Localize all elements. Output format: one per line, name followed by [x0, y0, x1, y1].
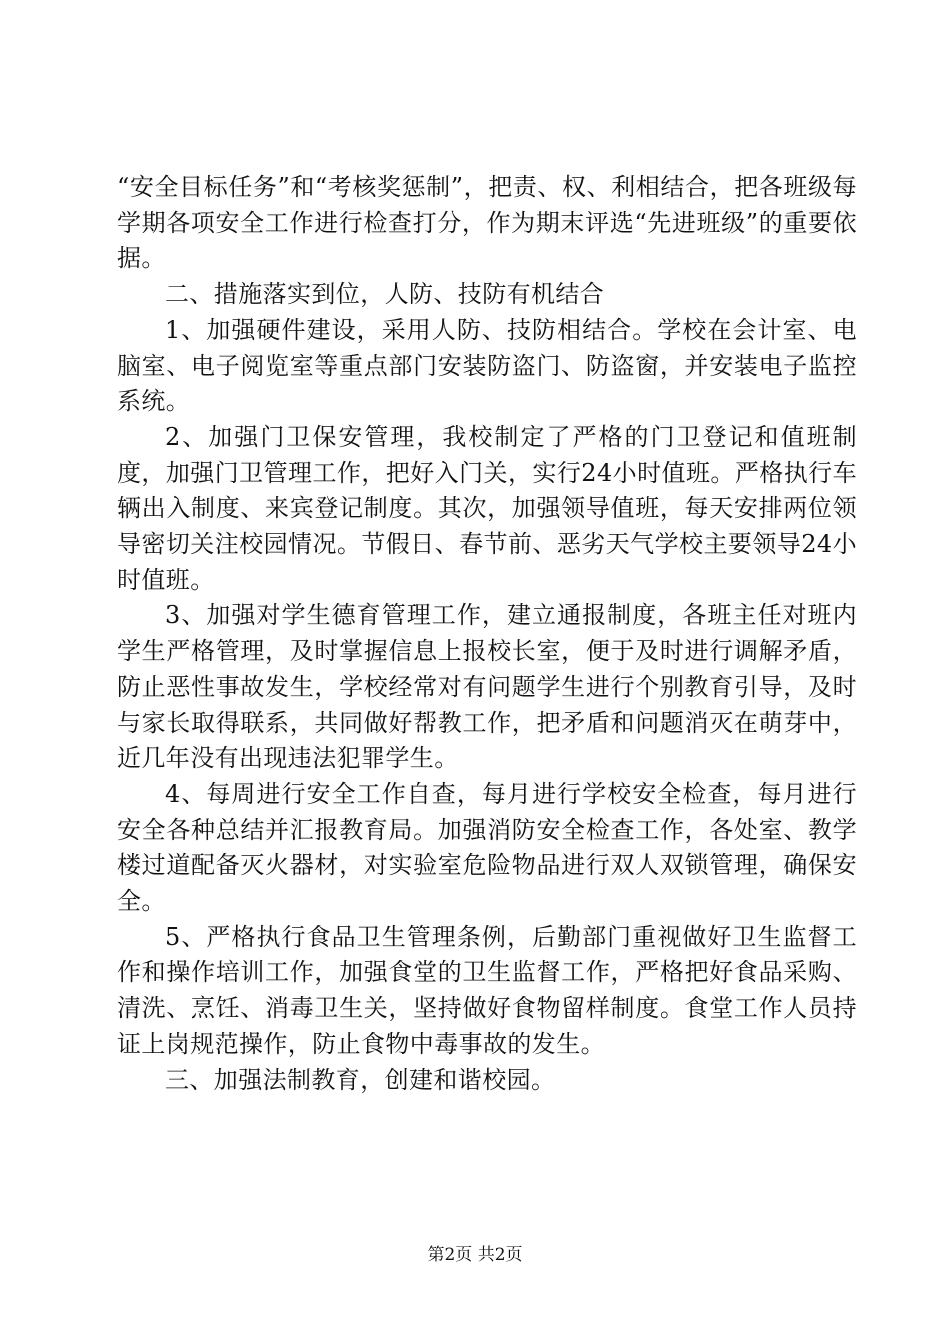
- paragraph-continuation: “安全目标任务”和“考核奖惩制”，把责、权、利相结合，把各班级每学期各项安全工作进行检查打分，作为期末评选“先进班级”的重要依据。: [117, 173, 857, 273]
- paragraph-item-5: 5、严格执行食品卫生管理条例，后勤部门重视做好卫生监督工作和操作培训工作，加强食堂的卫生监督工作，严格把好食品采购、清洗、烹饪、消毒卫生关，坚持做好食物留样制度。食堂工作人员持证上岗规范操作，防止食物中毒事故的发生。: [117, 922, 857, 1058]
- document-body: [117, 170, 857, 1098]
- paragraph-item-1: 1、加强硬件建设，采用人防、技防相结合。学校在会计室、电脑室、电子阅览室等重点部门安装防盗门、防盗窗，并安装电子监控系统。: [117, 315, 857, 416]
- section-heading-three: 三、加强法制教育，创建和谐校园。: [165, 1065, 556, 1094]
- paragraph-item-4: 4、每周进行安全工作自查，每月进行学校安全检查，每月进行安全各种总结并汇报教育局。加强消防安全检查工作，各处室、教学楼过道配备灭火器材，对实验室危险物品进行双人双锁管理，确保安全。: [117, 779, 857, 916]
- paragraph-item-3: 3、加强对学生德育管理工作，建立通报制度，各班主任对班内学生严格管理，及时掌握信息上报校长室，便于及时进行调解矛盾，防止恶性事故发生，学校经常对有问题学生进行个别教育引导，及时与家长取得联系，共同做好帮教工作，把矛盾和问题消灭在萌芽中，近几年没有出现违法犯罪学生。: [117, 601, 857, 773]
- paragraph-item-2: 2、加强门卫保安管理，我校制定了严格的门卫登记和值班制度，加强门卫管理工作，把好入门关，实行24小时值班。严格执行车辆出入制度、来宾登记制度。其次，加强领导值班，每天安排两位领导密切关注校园情况。节假日、春节前、恶劣天气学校主要领导24小时值班。: [117, 422, 857, 594]
- section-heading-two: 二、措施落实到位，人防、技防有机结合: [165, 280, 605, 309]
- page-number-footer: 第2页 共2页: [427, 1245, 523, 1265]
